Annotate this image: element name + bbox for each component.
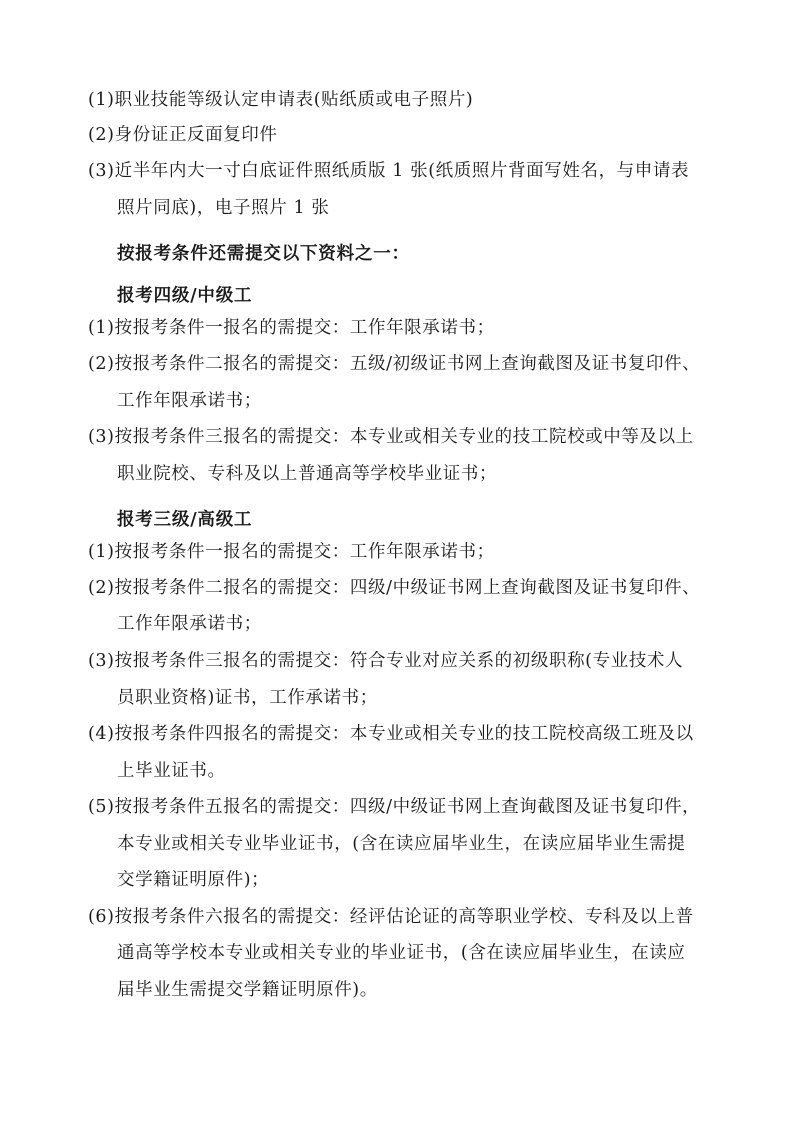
level3-item-3-continued: 员职业资格)证书，工作承诺书； — [117, 688, 378, 708]
level4-item-3: (3)按报考条件三报名的需提交：本专业或相关专业的技工院校或中等及以上 — [88, 427, 694, 447]
material-item-3-continued: 照片同底)，电子照片 1 张 — [117, 198, 330, 218]
level3-item-2: (2)按报考条件二报名的需提交：四级/中级证书网上查询截图及证书复印件、 — [88, 578, 701, 598]
extra-materials-heading: 按报考条件还需提交以下资料之一： — [117, 244, 410, 264]
level4-item-2-continued: 工作年限承诺书； — [117, 391, 262, 411]
level3-item-5: (5)按报考条件五报名的需提交：四级/中级证书网上查询截图及证书复印件， — [88, 797, 701, 817]
level3-item-3: (3)按报考条件三报名的需提交：符合专业对应关系的初级职称(专业技术人 — [88, 651, 684, 671]
level3-item-4: (4)按报考条件四报名的需提交：本专业或相关专业的技工院校高级工班及以 — [88, 724, 694, 744]
level3-item-5-continued: 本专业或相关专业毕业证书，(含在读应届毕业生，在读应届毕业生需提 — [117, 834, 686, 854]
level3-item-5-continued-2: 交学籍证明原件)； — [117, 870, 270, 890]
level3-item-2-continued: 工作年限承诺书； — [117, 614, 262, 634]
material-item-1: (1)职业技能等级认定申请表(贴纸质或电子照片) — [88, 90, 474, 110]
level4-heading: 报考四级/中级工 — [117, 286, 253, 306]
material-item-2: (2)身份证正反面复印件 — [88, 125, 278, 145]
level4-item-3-continued: 职业院校、专科及以上普通高等学校毕业证书； — [117, 464, 498, 484]
level4-item-2: (2)按报考条件二报名的需提交：五级/初级证书网上查询截图及证书复印件、 — [88, 354, 701, 374]
level3-item-6: (6)按报考条件六报名的需提交：经评估论证的高等职业学校、专科及以上普 — [88, 907, 694, 927]
level4-item-1: (1)按报考条件一报名的需提交：工作年限承诺书； — [88, 318, 495, 338]
material-item-3: (3)近半年内大一寸白底证件照纸质版 1 张(纸质照片背面写姓名，与申请表 — [88, 161, 690, 181]
level3-heading: 报考三级/高级工 — [117, 510, 253, 530]
level3-item-6-continued-2: 届毕业生需提交学籍证明原件)。 — [117, 980, 378, 1000]
level3-item-1: (1)按报考条件一报名的需提交：工作年限承诺书； — [88, 542, 495, 562]
level3-item-6-continued: 通高等学校本专业或相关专业的毕业证书，(含在读应届毕业生，在读应 — [117, 943, 686, 963]
level3-item-4-continued: 上毕业证书。 — [117, 761, 226, 781]
